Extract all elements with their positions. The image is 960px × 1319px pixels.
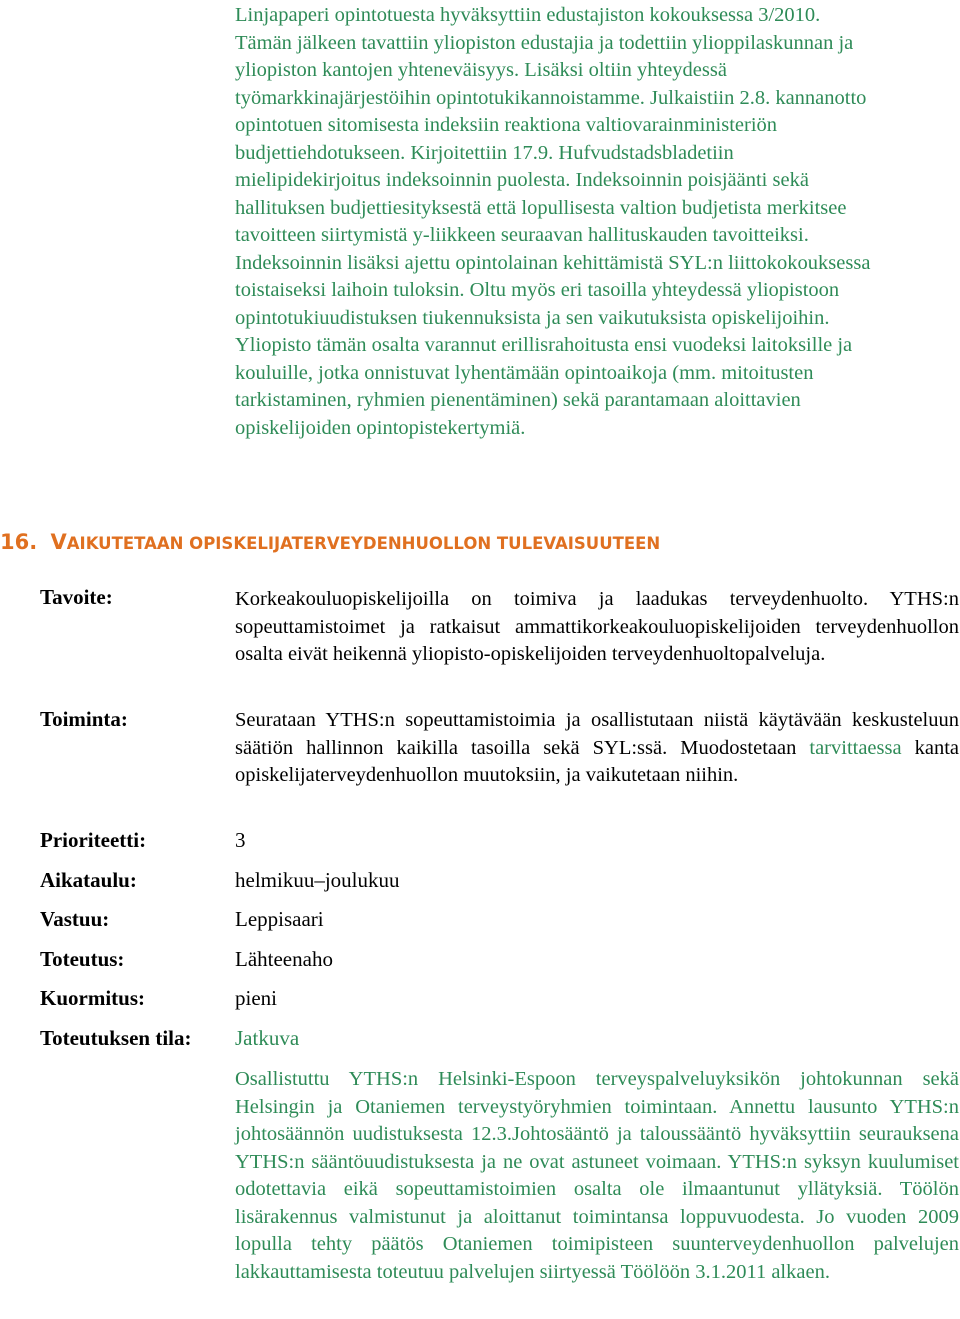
vastuu-value: Leppisaari	[235, 907, 324, 931]
aikataulu-value: helmikuu–joulukuu	[235, 868, 400, 892]
tavoite-label: Tavoite:	[40, 585, 113, 609]
intro-line: työmarkkinajärjestöihin opintotukikannoistamme. Julkaistiin 2.8. kannanotto	[235, 86, 867, 109]
prioriteetti-label: Prioriteetti:	[40, 828, 147, 852]
intro-line: yliopiston kantojen yhteneväisyys. Lisäksi oltiin yhteydessä	[235, 59, 727, 81]
toiminta-text-highlight: tarvittaessa	[809, 736, 902, 759]
toteutuksen-tila-label: Toteutuksen tila:	[40, 1026, 192, 1050]
intro-line: toistaiseksi laihoin tuloksin. Oltu myös eri tasoilla yhteydessä yliopistoon	[235, 279, 840, 301]
intro-line: mielipidekirjoitus indeksoinnin puolesta. Indeksoinnin poisjäänti sekä	[235, 169, 809, 191]
toiminta-label: Toiminta:	[40, 707, 128, 731]
intro-line: opintotuen sitomisesta indeksiin reaktiona valtiovarainministeriön	[235, 114, 778, 136]
aikataulu-label: Aikataulu:	[40, 868, 137, 892]
toteutus-value: Lähteenaho	[235, 947, 333, 971]
intro-paragraph	[235, 2, 959, 442]
intro-line: opintotukiuudistuksen tiukennuksista ja sen vaikutuksista opiskelijoihin.	[235, 306, 830, 329]
intro-line: tavoitteen siirtymistä y-liikkeen seuraavan hallituskauden tavoitteiksi.	[235, 224, 809, 246]
intro-line: kouluille, jotka onnistuvat lyhentämään opintoaikoja (mm. mitoitusten	[235, 361, 814, 384]
prioriteetti-value: 3	[235, 828, 246, 852]
intro-line: Indeksoinnin lisäksi ajettu opintolainan kehittämistä SYL:n liittokokouksessa	[235, 251, 871, 274]
intro-line: Tämän jälkeen tavattiin yliopiston edustajia ja todettiin ylioppilaskunnan ja	[235, 31, 854, 54]
intro-line: Linjapaperi opintotuesta hyväksyttiin edustajiston kokouksessa 3/2010.	[235, 4, 821, 26]
toiminta-text-part: Seurataan YTHS:n sopeuttamistoimia ja osallistutaan niistä käytävään keskusteluun säätiön hallinnon kaikilla tasoilla sekä SYL:ssä. Muodostetaan	[235, 709, 959, 759]
intro-line: budjettiehdotukseen. Kirjoitettiin 17.9. Hufvudstadsbladetiin	[235, 141, 734, 164]
kuormitus-label: Kuormitus:	[40, 986, 145, 1010]
status-report: Osallistuttu YTHS:n Helsinki-Espoon terveyspalveluyksikön johtokunnan sekä Helsingin ja Otaniemen terveystyöryhmien toimintaan. Annettu lausunto YTHS:n johtosäännön uudistuksesta 12.3.Johtosääntö ja taloussääntö hyväksyttiin seurauksena YTHS:n sääntöuudistuksesta ja ne ovat astuneet voimaan. YTHS:n syksyn kuulumiset odotettavia eikä sopeuttamistoimien osalta ole ilmaantunut yllätyksiä. Töölön lisärakennus valmistunut ja aloittanut toimintansa loppuvuodesta. Jo vuoden 2009 lopulla tehty päätös Otaniemen toimipisteen suunterveydenhuollon palvelujen lakkauttamisesta toteutuu palvelujen siirtyessä Töölöön 3.1.2011 alkaen.	[235, 1068, 959, 1283]
section-title: AIKUTETAAN OPISKELIJATERVEYDENHUOLLON TULEVAISUUTEEN	[66, 534, 661, 553]
tavoite-text: Korkeakouluopiskelijoilla on toimiva ja laadukas terveydenhuolto. YTHS:n sopeuttamistoimet ja ratkaisut ammattikorkeakouluopiskelijoiden terveydenhuollon osalta eivät heikennä yliopisto-opiskelijoiden terveydenhuoltopalveluja.	[235, 588, 959, 665]
toteutuksen-tila-value: Jatkuva	[235, 1026, 300, 1050]
toteutus-label: Toteutus:	[40, 947, 125, 971]
intro-line: hallituksen budjettiesityksestä että lopullisesta valtion budjetista merkitsee	[235, 196, 847, 219]
kuormitus-value: pieni	[235, 986, 277, 1010]
intro-line: tarkistaminen, ryhmien pienentäminen) sekä parantamaan aloittavien	[235, 389, 801, 411]
toiminta-text	[235, 707, 959, 790]
toiminta-text-part: kanta opiskelijaterveydenhuollon muutoksiin, ja vaikutetaan niihin.	[235, 736, 959, 786]
intro-line: opiskelijoiden opintopistekertymiä.	[235, 416, 526, 439]
vastuu-label: Vastuu:	[40, 907, 110, 931]
section-title-initial: V	[50, 530, 67, 554]
section-heading	[0, 530, 960, 554]
intro-line: Yliopisto tämän osalta varannut erillisrahoitusta ensi vuodeksi laitoksille ja	[235, 334, 853, 356]
section-number: 16.	[0, 530, 38, 554]
